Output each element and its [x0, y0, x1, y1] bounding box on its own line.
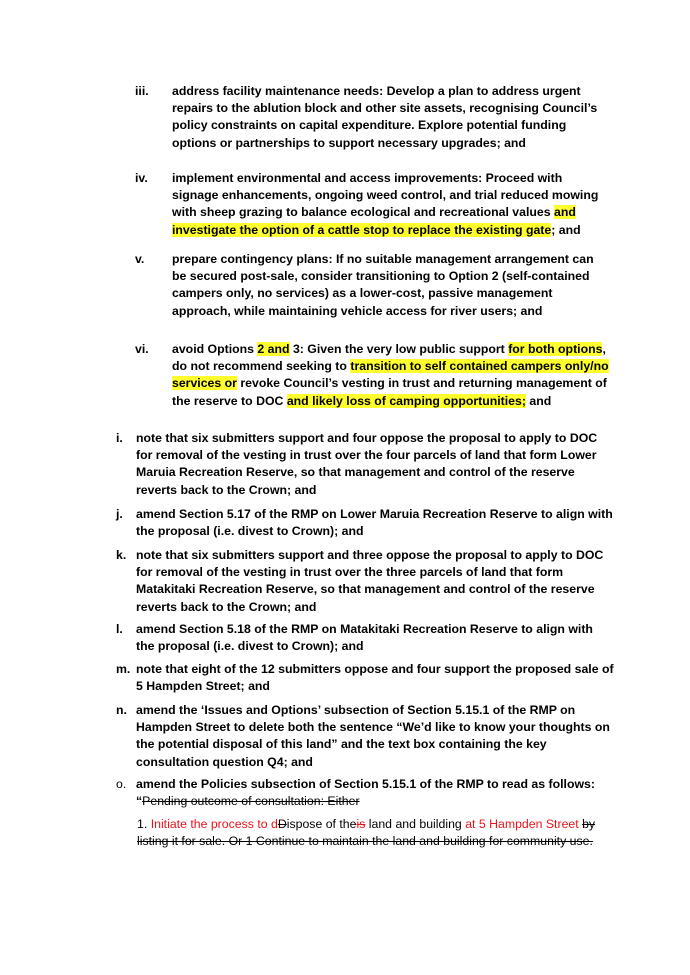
deleted-text: D	[277, 817, 287, 831]
item-text: address facility maintenance needs: Develop a plan to address urgent repairs to the ablution block and other site assets, recognising Council’s policy constraints on capital expenditure. Explore potential funding options or partnerships to support necessary upgrades; and	[172, 84, 598, 150]
item-text: note that six submitters support and four oppose the proposal to apply to DOC for removal of the vesting in trust over the four parcels of land that form Lower Maruia Recreation Reserve, so that management and control of the reserve reverts back to the Crown; and	[136, 431, 598, 497]
item-text-segment: amend the Policies subsection of Section 5.15.1 of the RMP to read as follows: “	[136, 777, 595, 809]
item-letter: l.	[116, 622, 123, 636]
item-text	[172, 341, 610, 410]
highlighted-insertion: for both options	[508, 342, 603, 356]
item-text: prepare contingency plans: If no suitable management arrangement can be secured post-sale, consider transitioning to Option 2 (self-contained campers only, no services) as a lower-cost, passive management approach, while maintaining vehicle access for river users; and	[172, 252, 594, 318]
item-letter: m.	[116, 662, 131, 676]
item-text: note that eight of the 12 submitters oppose and four support the proposed sale of 5 Hampden Street; and	[136, 662, 614, 694]
item-text: amend Section 5.17 of the RMP on Lower Maruia Recreation Reserve to align with the proposal (i.e. divest to Crown); and	[136, 507, 613, 539]
inserted-text: Initiate the process to d	[150, 817, 278, 831]
item-number: v.	[135, 252, 145, 266]
item-number: iv.	[135, 171, 148, 185]
item-text: amend the ‘Issues and Options’ subsection of Section 5.15.1 of the RMP on Hampden Street to delete both the sentence “We’d like to know your thoughts on the potential disposal of this land” and the text box containing the key consultation question Q4; and	[136, 703, 610, 769]
item-text-segment: implement environmental and access improvements: Proceed with signage enhancements, ongoing weed control, and trial reduced mowing with sheep grazing to balance ecological and recreational values	[172, 171, 599, 220]
item-text-segment: ; and	[551, 222, 581, 237]
item-number: vi.	[135, 342, 149, 356]
highlighted-insertion: and investigate the option of a cattle stop to replace the existing gate	[172, 205, 576, 237]
item-text	[172, 170, 610, 239]
deleted-text: is	[356, 817, 366, 831]
item-letter: n.	[116, 703, 127, 717]
item-text-segment: 3: Given the very low public support	[289, 342, 509, 356]
item-letter: j.	[116, 507, 123, 521]
item-letter: o.	[116, 777, 127, 791]
item-text-segment: and	[525, 393, 552, 408]
highlighted-insertion: 2 and	[257, 342, 290, 356]
inserted-text: at 5 Hampden Street	[465, 817, 579, 831]
highlighted-insertion: and likely loss of camping opportunities;	[286, 393, 526, 408]
paragraph-text: land and building	[365, 817, 466, 831]
highlighted-insertion: transition to self contained campers only/no services or	[172, 359, 609, 391]
paragraph-text: ispose of the	[286, 817, 357, 831]
item-number: iii.	[135, 84, 149, 98]
paragraph-text: 1.	[137, 817, 151, 831]
deleted-text: by listing it for sale. Or 1 Continue to maintain the land and building for community use.	[137, 817, 596, 849]
policy-paragraph	[137, 816, 612, 851]
item-letter: k.	[116, 548, 127, 562]
deleted-text: Pending outcome of consultation: Either	[142, 794, 360, 809]
item-letter: i.	[116, 431, 123, 445]
item-text: note that six submitters support and three oppose the proposal to apply to DOC for removal of the vesting in trust over the three parcels of land that form Matakitaki Recreation Reserve, so that management and control of the reserve reverts back to the Crown; and	[136, 548, 604, 614]
item-text	[136, 776, 614, 810]
item-text-segment: avoid Options	[172, 342, 258, 356]
item-text: amend Section 5.18 of the RMP on Matakitaki Recreation Reserve to align with the proposal (i.e. divest to Crown); and	[136, 622, 593, 654]
item-text-segment: , do not recommend seeking to	[172, 342, 606, 374]
item-text-segment: revoke Council’s vesting in trust and returning management of the reserve to DOC	[172, 376, 607, 408]
